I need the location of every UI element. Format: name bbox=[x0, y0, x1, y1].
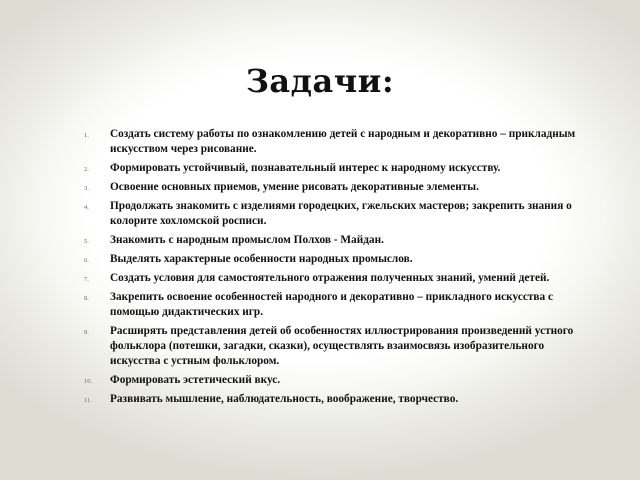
task-text: Выделять характерные особенности народных промыслов. bbox=[110, 253, 413, 265]
task-item bbox=[84, 324, 584, 369]
task-item bbox=[84, 127, 584, 157]
task-item bbox=[84, 161, 584, 176]
task-number: 3. bbox=[84, 185, 89, 192]
task-number: 8. bbox=[84, 295, 89, 302]
task-text: Продолжать знакомить с изделиями городецких, гжельских мастеров; закрепить знания о колорите хохломской росписи. bbox=[110, 200, 572, 227]
task-number: 6. bbox=[84, 257, 89, 264]
task-number: 2. bbox=[84, 166, 89, 173]
task-text: Закрепить освоение особенностей народного и декоративно – прикладного искусства с помощью дидактических игр. bbox=[110, 291, 553, 318]
task-text: Расширять представления детей об особенностях иллюстрирования произведений устного фольклора (потешки, загадки, сказки), осуществлять взаимосвязь изобразительного искусства с устным фольклором. bbox=[110, 325, 574, 367]
task-text: Формировать эстетический вкус. bbox=[110, 374, 281, 386]
task-text: Создать систему работы по ознакомлению детей с народным и декоративно – прикладным искусством через рисование. bbox=[110, 128, 576, 155]
task-text: Освоение основных приемов, умение рисовать декоративные элементы. bbox=[110, 181, 479, 193]
task-item bbox=[84, 199, 584, 229]
task-text: Формировать устойчивый, познавательный интерес к народному искусству. bbox=[110, 162, 501, 174]
task-item bbox=[84, 180, 584, 195]
task-number: 7. bbox=[84, 276, 89, 283]
slide-title: Задачи: bbox=[245, 62, 395, 100]
task-number: 10. bbox=[84, 378, 93, 385]
task-number: 9. bbox=[84, 329, 89, 336]
task-item bbox=[84, 290, 584, 320]
task-item bbox=[84, 252, 584, 267]
task-number: 1. bbox=[84, 132, 89, 139]
task-item bbox=[84, 271, 584, 286]
task-text: Развивать мышление, наблюдательность, воображение, творчество. bbox=[110, 393, 459, 405]
task-text: Знакомить с народным промыслом Полхов - Майдан. bbox=[110, 234, 384, 246]
task-number: 5. bbox=[84, 238, 89, 245]
task-item bbox=[84, 392, 584, 407]
task-list bbox=[84, 127, 584, 411]
task-text: Создать условия для самостоятельного отражения полученных знаний, умений детей. bbox=[110, 272, 550, 284]
task-number: 4. bbox=[84, 204, 89, 211]
task-number: 11. bbox=[84, 397, 92, 404]
task-item bbox=[84, 373, 584, 388]
task-item bbox=[84, 233, 584, 248]
